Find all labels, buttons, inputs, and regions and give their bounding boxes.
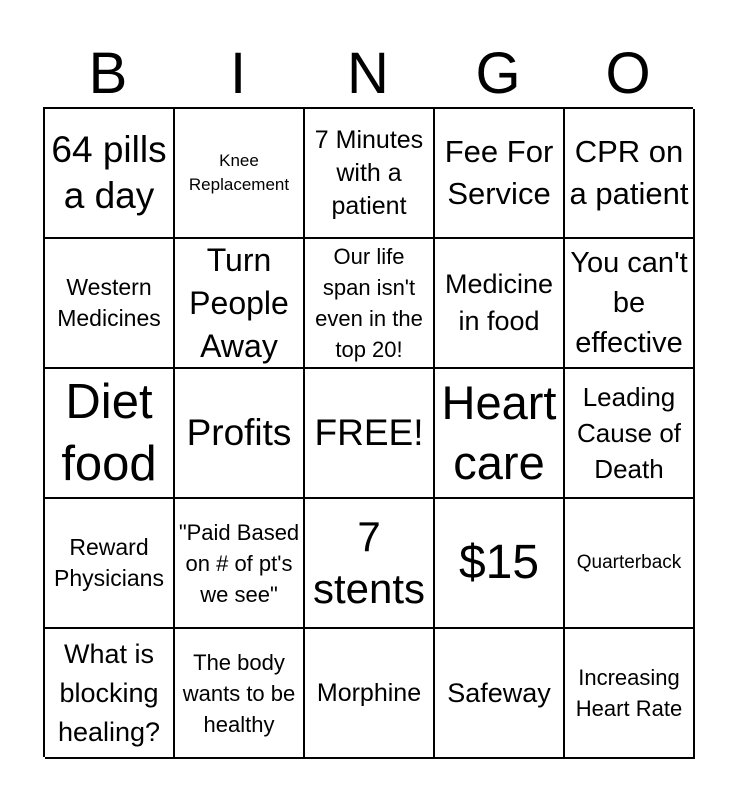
cell-text: Fee For Service (444, 134, 554, 211)
bingo-cell[interactable] (305, 239, 435, 369)
cell-text: CPR on a patient (569, 134, 689, 211)
bingo-cell[interactable] (175, 109, 305, 239)
header-letter-b: B (88, 41, 128, 106)
cell-text: Medicine in food (444, 269, 554, 336)
cell-text: 7 Minutes with a patient (314, 125, 424, 220)
bingo-cell[interactable] (435, 239, 565, 369)
cell-text: You can't be effective (570, 247, 688, 359)
bingo-cell[interactable] (45, 629, 175, 759)
cell-text: Western Medicines (57, 274, 161, 331)
cell-text: What is blocking healing? (57, 638, 161, 747)
cell-text: 64 pills a day (51, 129, 167, 216)
bingo-cell[interactable] (45, 369, 175, 499)
bingo-cell[interactable] (565, 499, 695, 629)
cell-text: FREE! (314, 412, 424, 453)
header-letter-g: G (475, 41, 521, 106)
cell-text: Increasing Heart Rate (575, 665, 683, 721)
cell-text: Diet food (61, 375, 157, 491)
bingo-cell[interactable] (435, 109, 565, 239)
bingo-cell[interactable] (305, 629, 435, 759)
bingo-cell[interactable] (565, 369, 695, 499)
cell-text: The body wants to be healthy (182, 649, 296, 737)
cell-text: "Paid Based on # of pt's we see" (178, 519, 300, 607)
cell-text: Morphine (316, 678, 422, 707)
bingo-cell[interactable] (565, 239, 695, 369)
bingo-cell[interactable] (45, 109, 175, 239)
bingo-cell[interactable] (45, 499, 175, 629)
cell-text: Our life span isn't even in the top 20! (315, 244, 423, 362)
cell-text: Heart care (441, 376, 557, 489)
cell-text: Reward Physicians (54, 534, 164, 591)
bingo-cell[interactable] (175, 499, 305, 629)
cell-text: Profits (186, 412, 292, 453)
cell-text: Safeway (447, 678, 551, 708)
bingo-cell[interactable] (435, 499, 565, 629)
cell-text: Quarterback (576, 552, 682, 573)
header-letter-o: O (605, 41, 651, 106)
bingo-cell[interactable] (565, 629, 695, 759)
bingo-cell[interactable] (175, 239, 305, 369)
bingo-cell[interactable] (435, 369, 565, 499)
cell-text: Knee Replacement (188, 151, 290, 194)
bingo-header (43, 42, 693, 106)
header-letter-i: I (229, 41, 247, 106)
bingo-cell[interactable] (435, 629, 565, 759)
cell-text: Leading Cause of Death (576, 382, 682, 484)
bingo-cell[interactable] (565, 109, 695, 239)
bingo-cell[interactable] (305, 499, 435, 629)
cell-text: Turn People Away (189, 241, 289, 364)
cell-text: 7 stents (312, 513, 426, 612)
bingo-cell[interactable] (175, 629, 305, 759)
bingo-cell[interactable] (175, 369, 305, 499)
bingo-cell[interactable] (305, 109, 435, 239)
cell-text: $15 (458, 536, 540, 589)
bingo-grid (43, 107, 693, 757)
bingo-cell[interactable] (45, 239, 175, 369)
header-letter-n: N (347, 41, 389, 106)
bingo-cell[interactable] (305, 369, 435, 499)
